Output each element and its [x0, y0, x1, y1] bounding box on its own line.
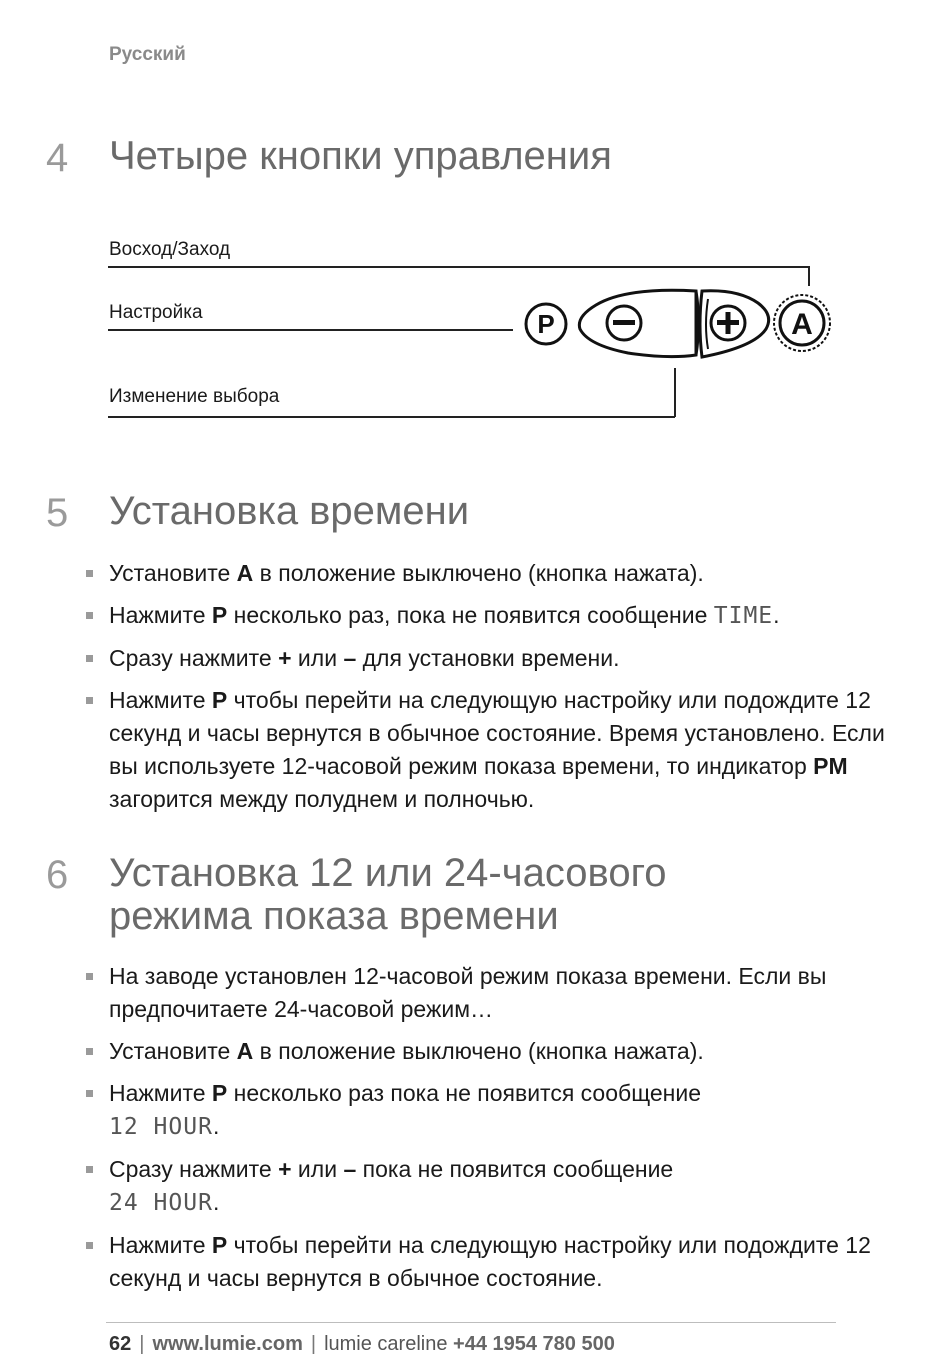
section-6-title-line2: режима показа времени: [109, 894, 559, 938]
p-button: [526, 304, 566, 344]
leader-line-sunrise-drop: [808, 266, 810, 286]
footer-careline-label: lumie careline: [324, 1333, 454, 1355]
bullet-icon: [86, 612, 93, 619]
footer-phone: +44 1954 780 500: [453, 1333, 615, 1355]
bullet-icon: [86, 655, 93, 662]
bullet-icon: [86, 1242, 93, 1249]
label-change-selection: Изменение выбора: [109, 386, 280, 407]
footer-separator: |: [139, 1333, 145, 1355]
bullet-icon: [86, 1090, 93, 1097]
section-5-list: [86, 557, 886, 825]
label-setup: Настройка: [109, 302, 203, 323]
language-label: Русский: [109, 44, 186, 65]
plus-button: [700, 291, 769, 357]
minus-button: [579, 290, 698, 356]
section-6-list: [86, 960, 886, 1304]
list-item: Нажмите P несколько раз пока не появится сообщение 12 HOUR.: [86, 1077, 886, 1144]
section-6-number: 6: [46, 853, 69, 897]
a-button: [774, 295, 830, 351]
list-item: Нажмите P чтобы перейти на следующую настройку или подождите 12 секунд и часы вернутся в обычное состояние.: [86, 1229, 886, 1295]
section-5-title: Установка времени: [109, 489, 470, 533]
footer-separator: |: [310, 1333, 317, 1355]
list-item: На заводе установлен 12-часовой режим показа времени. Если вы предпочитаете 24-часовой режим…: [86, 960, 886, 1026]
section-4-number: 4: [46, 136, 69, 180]
bullet-icon: [86, 1166, 93, 1173]
leader-line-change: [108, 416, 675, 418]
footer: [109, 1333, 615, 1356]
p-button-label: P: [537, 309, 555, 339]
footer-divider: [106, 1322, 836, 1323]
bullet-icon: [86, 570, 93, 577]
display-message-time: TIME: [713, 603, 774, 629]
leader-line-sunrise: [108, 266, 809, 268]
list-item: Установите A в положение выключено (кнопка нажата).: [86, 557, 886, 590]
list-item: Установите A в положение выключено (кнопка нажата).: [86, 1035, 886, 1068]
leader-line-change-rise: [674, 368, 676, 417]
section-6-title-line1: Установка 12 или 24-часового: [109, 851, 667, 895]
page-number: 62: [109, 1333, 132, 1355]
list-item: Сразу нажмите + или – пока не появится сообщение 24 HOUR.: [86, 1153, 886, 1220]
section-4-title: Четыре кнопки управления: [109, 134, 612, 178]
section-5-number: 5: [46, 491, 69, 535]
list-item: Нажмите P чтобы перейти на следующую настройку или подождите 12 секунд и часы вернутся в обычное состояние. Время установлено. Если вы используете 12-часовой режим показа времени, то индикатор PM загорится между полуднем и полночью.: [86, 684, 886, 816]
bullet-icon: [86, 697, 93, 704]
label-sunrise-sunset: Восход/Заход: [109, 239, 231, 260]
display-message-12-hour: 12 HOUR: [109, 1114, 213, 1140]
list-item: Сразу нажмите + или – для установки времени.: [86, 642, 886, 675]
bullet-icon: [86, 973, 93, 980]
control-buttons-diagram: [518, 285, 834, 363]
list-item: Нажмите P несколько раз, пока не появится сообщение TIME.: [86, 599, 886, 633]
a-button-label: A: [791, 308, 813, 341]
leader-line-setup: [108, 329, 513, 331]
display-message-24-hour: 24 HOUR: [109, 1190, 213, 1216]
bullet-icon: [86, 1048, 93, 1055]
footer-website-link[interactable]: www.lumie.com: [152, 1333, 303, 1355]
